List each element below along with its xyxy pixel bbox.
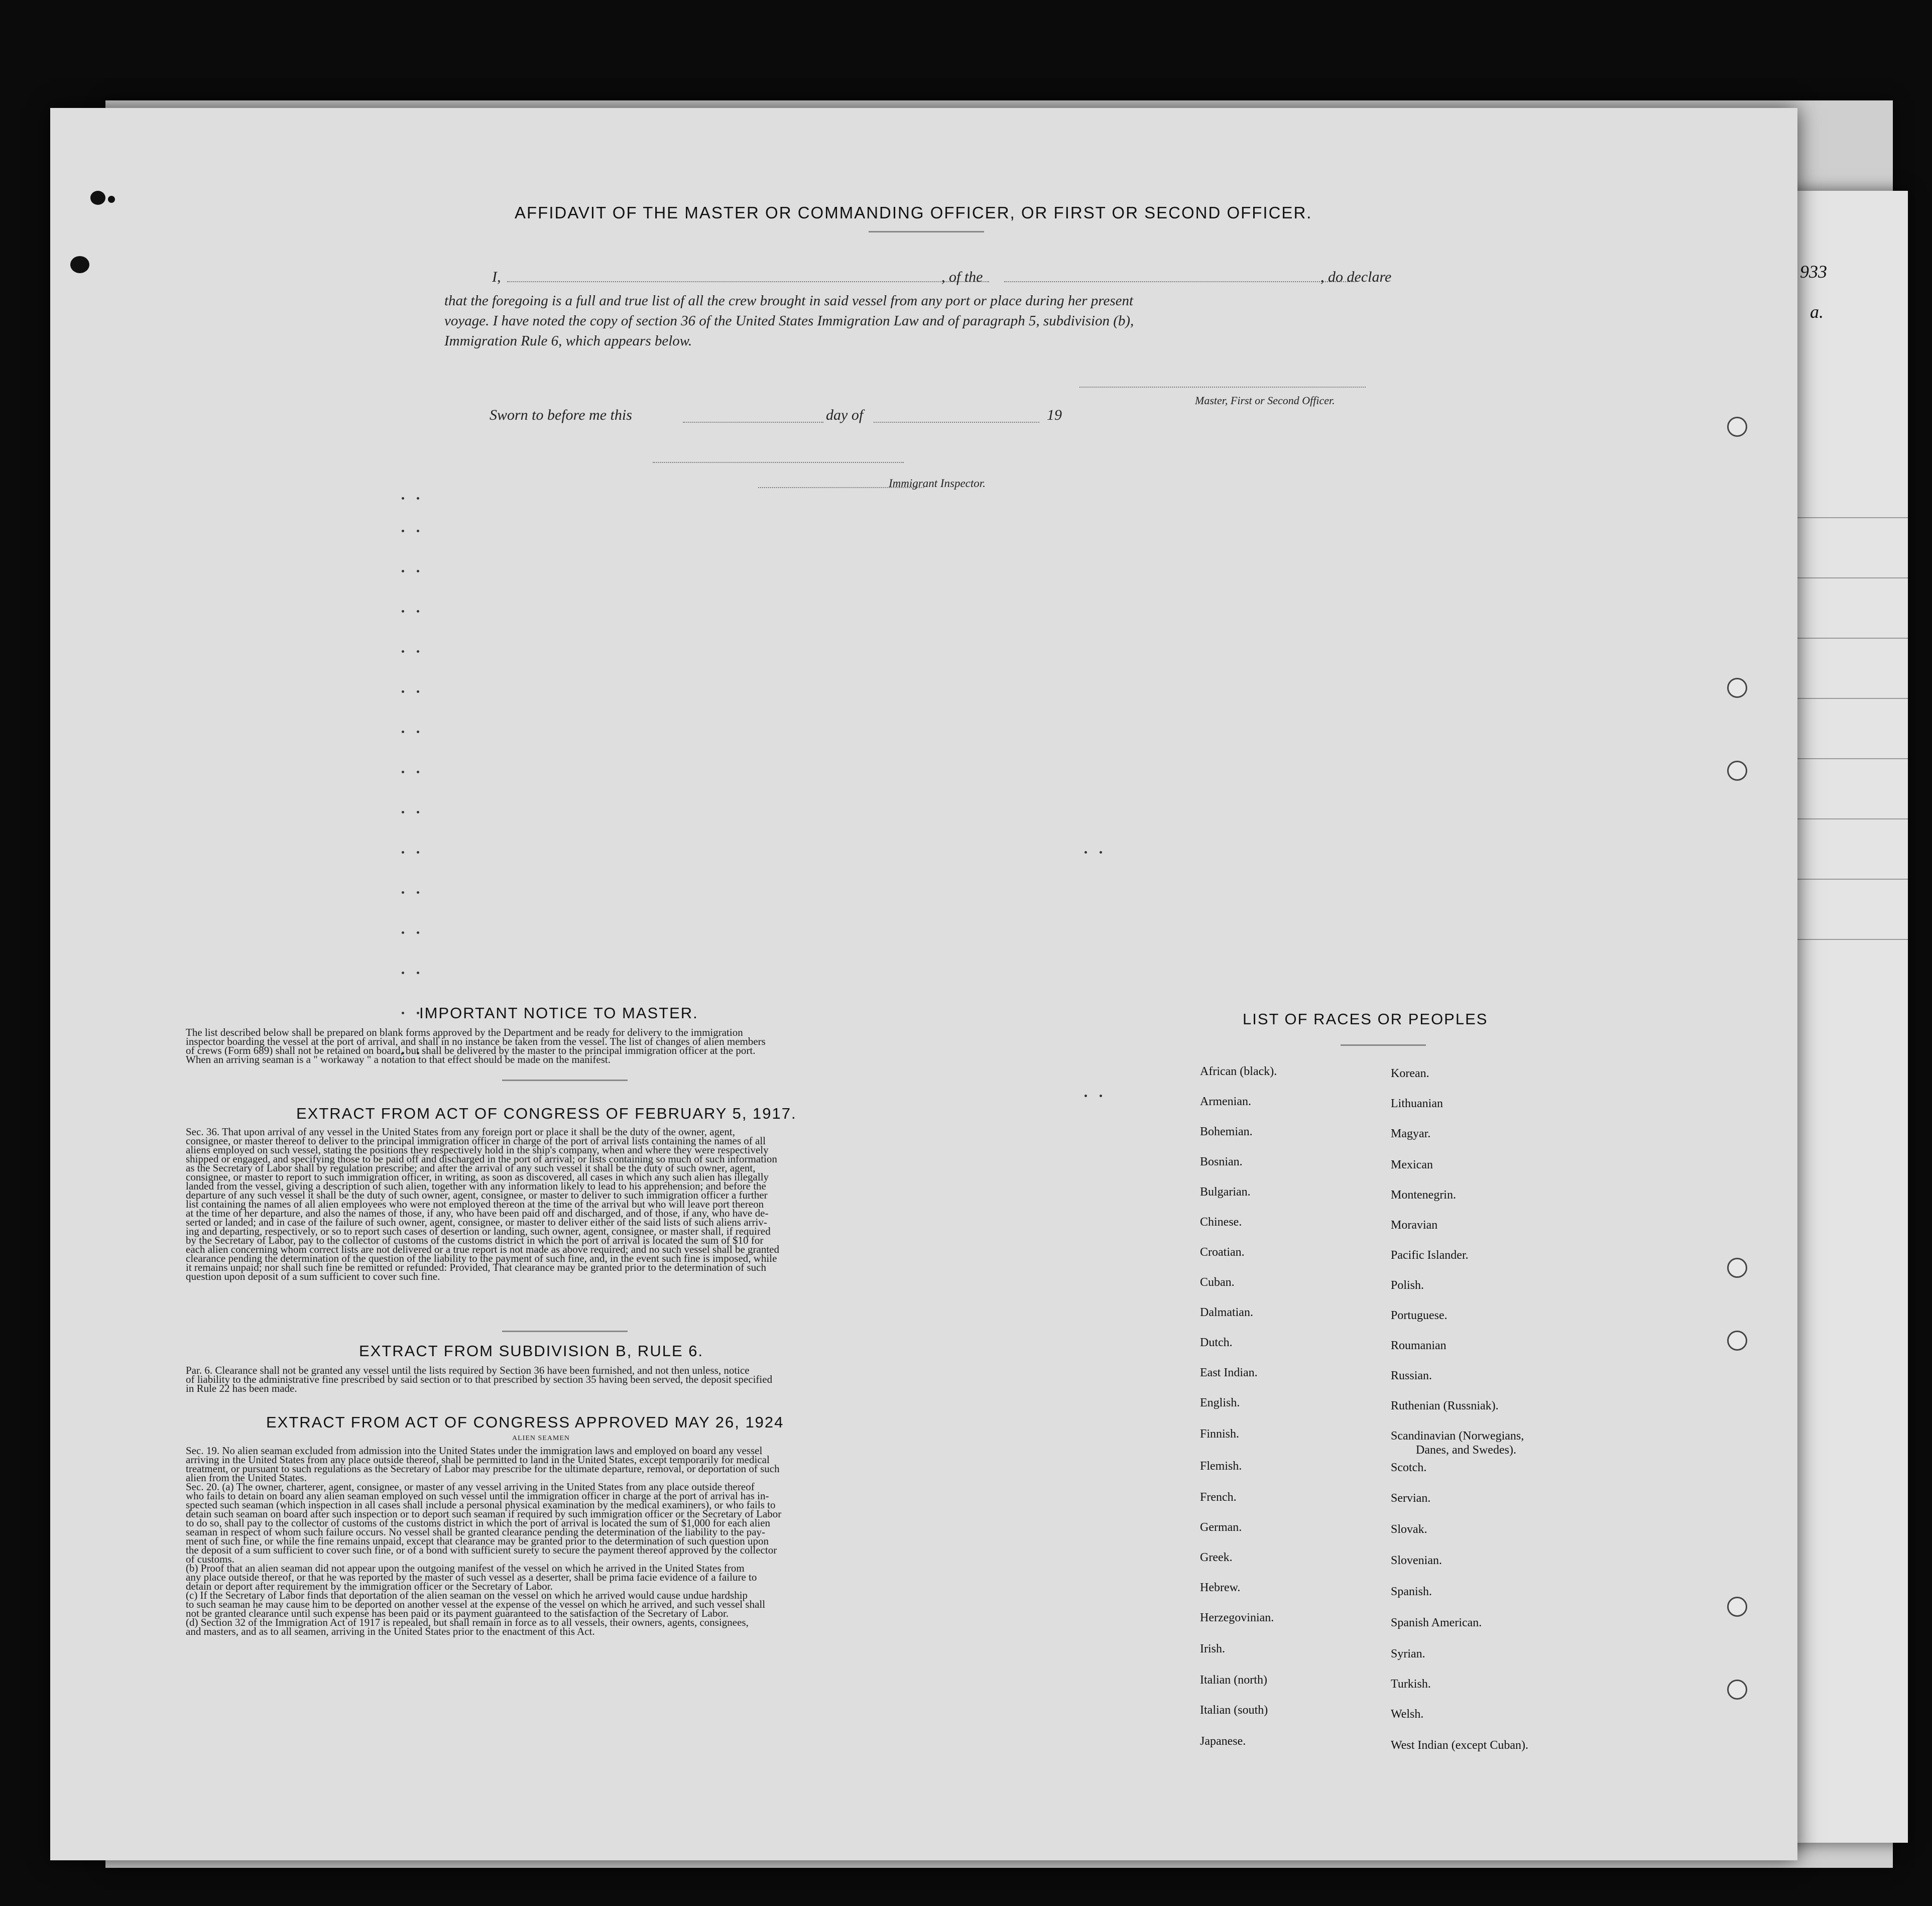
binder-hole [1727,1680,1747,1700]
race-right: Syrian. [1391,1647,1425,1660]
binder-hole [1727,1331,1747,1351]
ink-blot [108,196,115,203]
notice-rule [502,1080,628,1081]
race-right: West Indian (except Cuban). [1391,1739,1528,1752]
mark-dot [417,530,419,532]
extract-1924-text: Sec. 19. No alien seaman excluded from admission into the United States under the immigration laws and employed on board any vessel arriving in the United States from any place outside thereof, shall be permitted to land in the United States, except temporarily for medical treatment, or pursuant to such regulations as the Secretary of Labor may prescribe for the ultimate departure, removal, or deportation of such alien from the United States. Sec. 20. (a) The owner, charterer, agent, consignee, or master of any vessel arriving in the United States from any place outside thereof who fails to detain on board any alien seaman employed on such vessel until the immigration officer in charge at the port of arrival has in- spected such seaman (which inspection in all cases shall include a personal physical examination by the medical examiners), or who fails to detain such seaman on board after such inspection or to deport such seaman if required by such immigration officer or the Secretary of Labor to do so, shall pay to the collector of customs of the customs district in which the port of arrival is located the sum of $1,000 for each alien seaman in respect of whom such failure occurs. No vessel shall be granted clearance pending the determination of the liability to the pay- ment of such fine, or while the fine remains unpaid, except that clearance may be granted prior to the determination of such question upon the deposit of a sum sufficient to cover such fine, or of a bond with sufficient surety to secure the payment thereof approved by the collector of customs. (b) Proof that an alien seaman did not appear upon the outgoing manifest of the vessel on which he arrived in the United States from any place outside thereof, or that he was reported by the master of such vessel as a deserter, shall be prima facie evidence of a failure to detain or deport after requirement by the immigration officer or the Secretary of Labor. (c) If the Secretary of Labor finds that deportation of the alien seaman on the vessel on which he arrived would cause undue hardship to such seaman he may cause him to be deported on another vessel at the expense of the vessel on which he arrived, and such vessel shall not be granted clearance until such expense has been paid or its payment guaranteed to the satisfaction of the Secretary of Labor. (d) Section 32 of the Immigration Act of 1917 is repealed, but shall remain in force as to all vessels, their owners, agents, consignees, and masters, and as to all seamen, arriving in the United States prior to the enactment of this Act. [186,1445,782,1637]
ink-blot [70,256,89,273]
mark-dot [402,497,404,500]
race-right: Pacific Islander. [1391,1249,1469,1262]
race-right: Korean. [1391,1067,1429,1080]
binder-hole [1727,761,1747,781]
race-left: German. [1200,1521,1242,1534]
race-left: Japanese. [1200,1735,1246,1748]
mark-dot [1084,1095,1087,1097]
race-right: Turkish. [1391,1678,1431,1691]
sworn-day-of: day of [826,407,864,423]
race-left: Bulgarian. [1200,1185,1251,1199]
mark-dot [402,851,404,854]
race-right-continued: Danes, and Swedes). [1416,1444,1516,1457]
race-left: Herzegovinian. [1200,1611,1274,1624]
race-left: Bohemian. [1200,1125,1253,1138]
race-left: Italian (south) [1200,1704,1268,1717]
extract-1924-subtitle: ALIEN SEAMEN [512,1435,570,1442]
extract-1924-title: EXTRACT FROM ACT OF CONGRESS APPROVED MAY 26, 1924 [266,1413,784,1431]
race-right: Moravian [1391,1219,1438,1232]
title-rule [869,231,984,232]
race-left: Irish. [1200,1642,1225,1655]
mark-dot [402,891,404,894]
sworn-prefix: Sworn to before me this [490,407,632,423]
sworn-day-line [683,422,823,423]
race-left: Finnish. [1200,1427,1240,1441]
race-left: Dutch. [1200,1336,1233,1349]
mark-dot [402,811,404,813]
race-right: Scandinavian (Norwegians, [1391,1430,1524,1443]
race-left: Bosnian. [1200,1155,1243,1168]
race-right: Roumanian [1391,1339,1446,1352]
ink-blot [90,191,105,205]
mark-dot [402,771,404,773]
race-left: Cuban. [1200,1276,1235,1289]
extract-1917-title: EXTRACT FROM ACT OF CONGRESS OF FEBRUARY 5, 1917. [296,1105,797,1122]
race-left: Chinese. [1200,1216,1242,1229]
extract-rule6-title: EXTRACT FROM SUBDIVISION B, RULE 6. [359,1342,704,1360]
mark-dot [402,570,404,572]
race-right: Polish. [1391,1279,1424,1292]
race-left: Greek. [1200,1551,1233,1564]
race-left: French. [1200,1491,1237,1504]
binder-hole [1727,417,1747,437]
notice-text: The list described below shall be prepared on blank forms approved by the Department and be ready for delivery to the immigration inspector boarding the vessel at the port of arrival, and shall in no instance be taken from the vessel. The list of changes of alien members of crews (Form 689) shall not be retained on board, but shall be delivered by the master to the principal immigration officer at the port. When an arriving seaman is a " workaway " a notation to that effect should be made on the manifest. [186,1026,766,1065]
mark-dot [417,811,419,813]
race-right: Slovak. [1391,1523,1427,1536]
declare-do: , do declare [1320,269,1392,285]
mark-dot [417,931,419,934]
binder-hole [1727,1597,1747,1617]
race-right: Scotch. [1391,1461,1427,1474]
race-left: East Indian. [1200,1366,1258,1379]
sworn-month-line [874,422,1039,423]
mark-dot [402,530,404,532]
mark-dot [417,650,419,653]
race-right: Mexican [1391,1158,1433,1171]
declare-i: I, [492,269,501,285]
race-right: Ruthenian (Russniak). [1391,1399,1499,1412]
races-rule [1341,1044,1426,1046]
margin-number: 933 [1800,262,1827,282]
mark-dot [417,891,419,894]
mark-dot [402,1012,404,1014]
race-left: Italian (north) [1200,1674,1267,1687]
mark-dot [417,771,419,773]
mark-dot [417,972,419,974]
mark-dot [417,851,419,854]
mark-dot [402,731,404,733]
race-right: Servian. [1391,1492,1431,1505]
name-line [507,281,989,282]
race-right: Russian. [1391,1369,1432,1382]
affidavit-body-1: that the foregoing is a full and true list of all the crew brought in said vessel from any port or place during her present [444,293,1134,309]
extract-rule6-text: Par. 6. Clearance shall not be granted any vessel until the lists required by Section 36 have been furnished, and not then unless, notice of liability to the administrative fine prescribed by said section or to that prescribed by section 35 having been served, the deposit specified in Rule 22 has been made. [186,1364,773,1394]
mark-dot [417,497,419,500]
race-right: Magyar. [1391,1127,1431,1140]
notice-title: IMPORTANT NOTICE TO MASTER. [419,1004,698,1022]
race-right: Lithuanian [1391,1097,1443,1110]
mark-dot [417,610,419,613]
affidavit-title: AFFIDAVIT OF THE MASTER OR COMMANDING OFFICER, OR FIRST OR SECOND OFFICER. [515,203,1312,222]
sworn-year: 19 [1047,407,1062,423]
mark-dot [1084,851,1087,854]
mark-dot [402,610,404,613]
race-left: Flemish. [1200,1460,1242,1473]
affidavit-body-3: Immigration Rule 6, which appears below. [444,333,692,349]
mark-dot [402,972,404,974]
race-right: Portuguese. [1391,1309,1447,1322]
mark-dot [1100,851,1102,854]
affidavit-body-2: voyage. I have noted the copy of section 36 of the United States Immigration Law and of paragraph 5, subdivision (b), [444,313,1134,329]
race-right: Montenegrin. [1391,1188,1456,1202]
mark-dot [1100,1095,1102,1097]
race-right: Slovenian. [1391,1554,1442,1567]
race-right: Spanish. [1391,1585,1432,1598]
race-left: English. [1200,1396,1240,1409]
mark-dot [417,570,419,572]
race-right: Spanish American. [1391,1616,1482,1629]
race-left: Hebrew. [1200,1581,1241,1594]
race-left: Dalmatian. [1200,1306,1253,1319]
mark-dot [402,650,404,653]
binder-hole [1727,1258,1747,1278]
manifest-page [50,108,1797,1860]
inspector-caption: Immigrant Inspector. [889,477,986,490]
race-left: Croatian. [1200,1246,1245,1259]
mark-dot [417,690,419,693]
race-right: Welsh. [1391,1708,1424,1721]
race-left: African (black). [1200,1065,1277,1078]
vessel-line [1004,281,1356,282]
declare-of-the: , of the [941,269,983,285]
mark-dot [402,690,404,693]
races-title: LIST OF RACES OR PEOPLES [1243,1010,1488,1028]
race-left: Armenian. [1200,1095,1251,1108]
mark-dot [417,731,419,733]
margin-mark: a. [1810,302,1824,322]
extract-1917-text: Sec. 36. That upon arrival of any vessel in the United States from any foreign port or place it shall be the duty of the owner, agent, consignee, or master thereof to deliver to the principal immigration officer in charge of the port of arrival lists containing the names of all aliens employed on such vessel, stating the positions they respectively hold in the ship's company, when and where they were respectively shipped or engaged, and specifying those to be paid off and discharged in the port of arrival; or lists containing so much of such information as the Secretary of Labor shall by regulation prescribe; and after the arrival of any such vessel it shall be the duty of such owner, agent, consignee, or master to report to such immigration officer, in writing, as soon as discovered, all cases in which any such alien has illegally landed from the vessel, giving a description of such alien, together with any information likely to lead to his apprehension; and before the departure of any such vessel it shall be the duty of such owner, agent, consignee, or master to deliver to such immigration officer a further list containing the names of all alien employees who were not employed thereon at the time of the arrival but who will leave port thereon at the time of her departure, and also the names of those, if any, who have been paid off and discharged, and of those, if any, who have de- serted or landed; and in case of the failure of such owner, agent, consignee, or master to deliver either of the said lists of such aliens arriv- ing and departing, respectively, or so to report such cases of desertion or landing, such owner, agent, consignee, or master shall, if required by the Secretary of Labor, pay to the collector of customs of the customs district in which the port of arrival is located the sum of $10 for each alien concerning whom correct lists are not delivered or a true report is not made as above required; and no such vessel shall be granted clearance pending the determination of the question of the liability to the payment of such fine, and, in the event such fine is imposed, while it remains unpaid; nor shall such fine be remitted or refunded: Provided, That clearance may be granted prior to the determination of such question upon deposit of a sum sufficient to cover such fine. [186,1126,779,1282]
binder-hole [1727,678,1747,698]
mark-dot [402,931,404,934]
signature-line [1079,387,1366,388]
signature-caption: Master, First or Second Officer. [1195,394,1335,407]
extract-1917-rule [502,1331,628,1332]
inspector-line-1 [653,462,904,463]
